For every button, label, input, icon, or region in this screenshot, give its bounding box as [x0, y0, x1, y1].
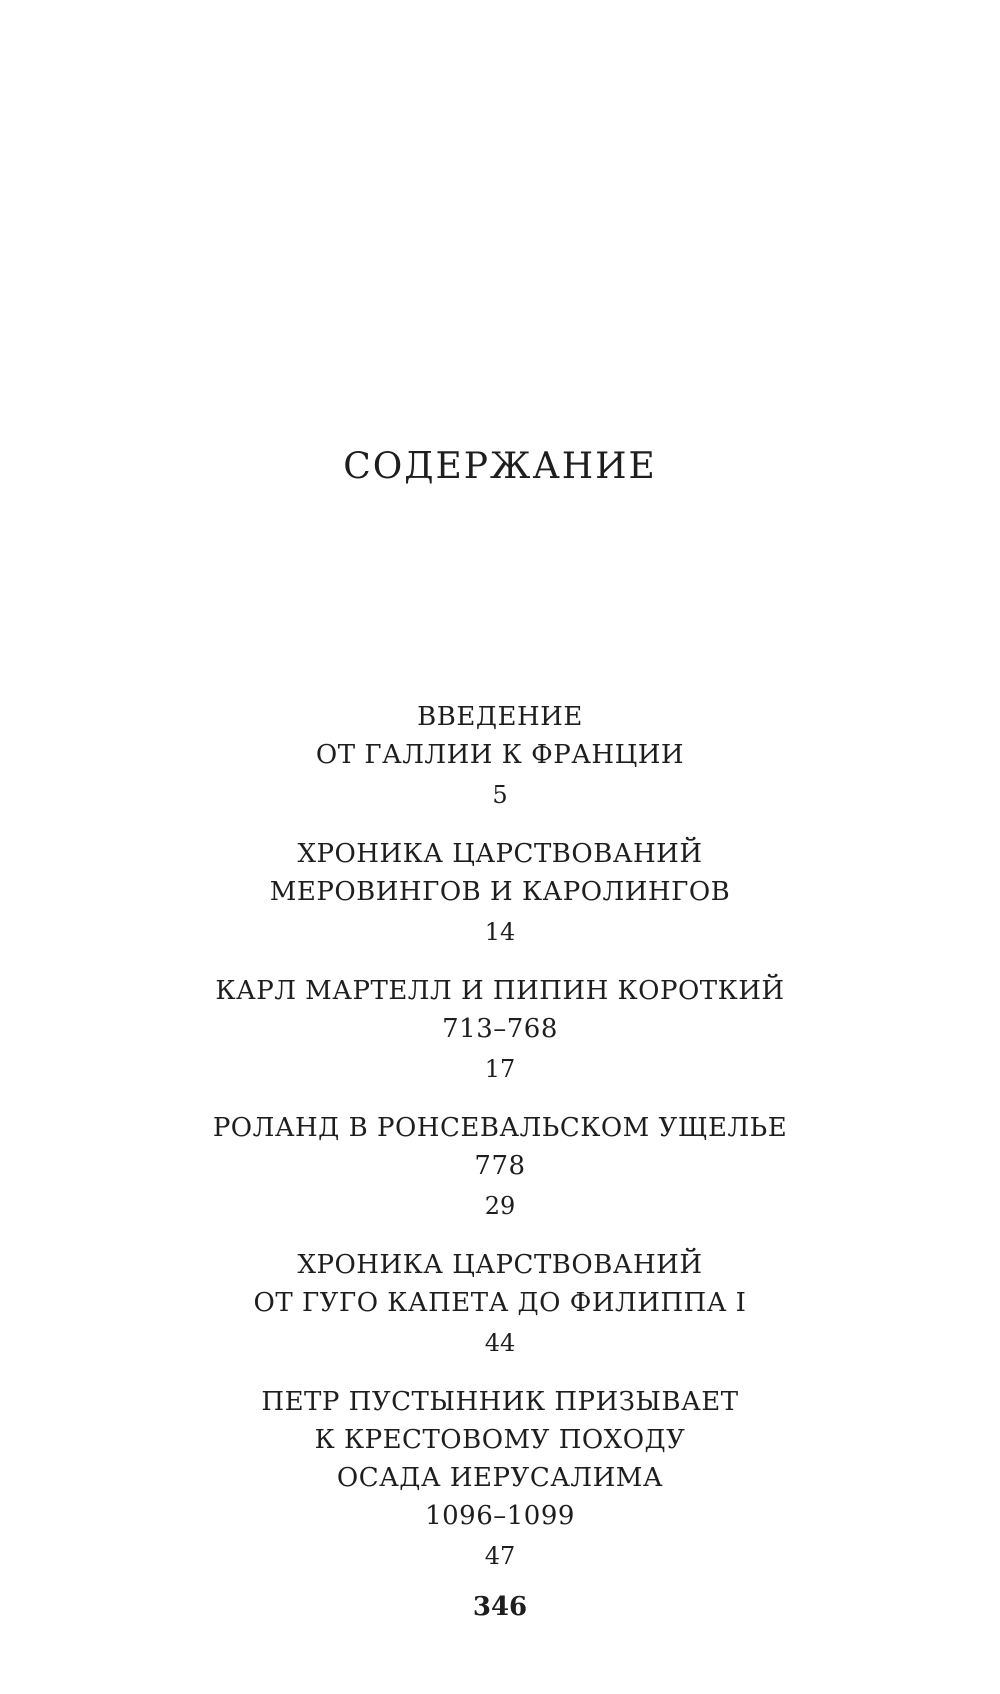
toc-entry-line: КАРЛ МАРТЕЛЛ И ПИПИН КОРОТКИЙ [215, 976, 785, 1006]
toc-entry [0, 835, 1000, 951]
folio-page-number: 346 [472, 1592, 528, 1622]
toc-entry-line: ВВЕДЕНИЕ [417, 702, 583, 732]
toc-entry-line: 1096–1099 [425, 1501, 575, 1531]
toc-entry-line: МЕРОВИНГОВ И КАРОЛИНГОВ [269, 877, 731, 907]
contents-list [0, 698, 1000, 1596]
toc-entry-line: 713–768 [442, 1014, 558, 1044]
toc-entry [0, 1109, 1000, 1225]
toc-entry-line: 778 [474, 1151, 526, 1181]
toc-entry-line: ОСАДА ИЕРУСАЛИМА [336, 1463, 664, 1493]
toc-entry [0, 972, 1000, 1088]
toc-page-number: 5 [492, 781, 508, 809]
toc-page-number: 29 [484, 1192, 516, 1220]
toc-entry [0, 1246, 1000, 1362]
toc-page-number: 14 [484, 918, 516, 946]
toc-entry-line: РОЛАНД В РОНСЕВАЛЬСКОМ УЩЕЛЬЕ [212, 1113, 788, 1143]
toc-entry-line: К КРЕСТОВОМУ ПОХОДУ [314, 1425, 686, 1455]
contents-heading: СОДЕРЖАНИЕ [343, 446, 657, 487]
toc-page-number: 47 [484, 1542, 516, 1570]
toc-page-number: 44 [484, 1329, 516, 1357]
toc-entry [0, 1383, 1000, 1575]
toc-entry-line: ХРОНИКА ЦАРСТВОВАНИЙ [297, 1250, 703, 1280]
toc-page-number: 17 [484, 1055, 516, 1083]
toc-entry-line: ХРОНИКА ЦАРСТВОВАНИЙ [297, 839, 703, 869]
toc-entry-line: ОТ ГАЛЛИИ К ФРАНЦИИ [315, 740, 685, 770]
toc-entry-line: ОТ ГУГО КАПЕТА ДО ФИЛИППА I [253, 1288, 747, 1318]
toc-entry-line: ПЕТР ПУСТЫННИК ПРИЗЫВАЕТ [261, 1387, 739, 1417]
toc-entry [0, 698, 1000, 814]
